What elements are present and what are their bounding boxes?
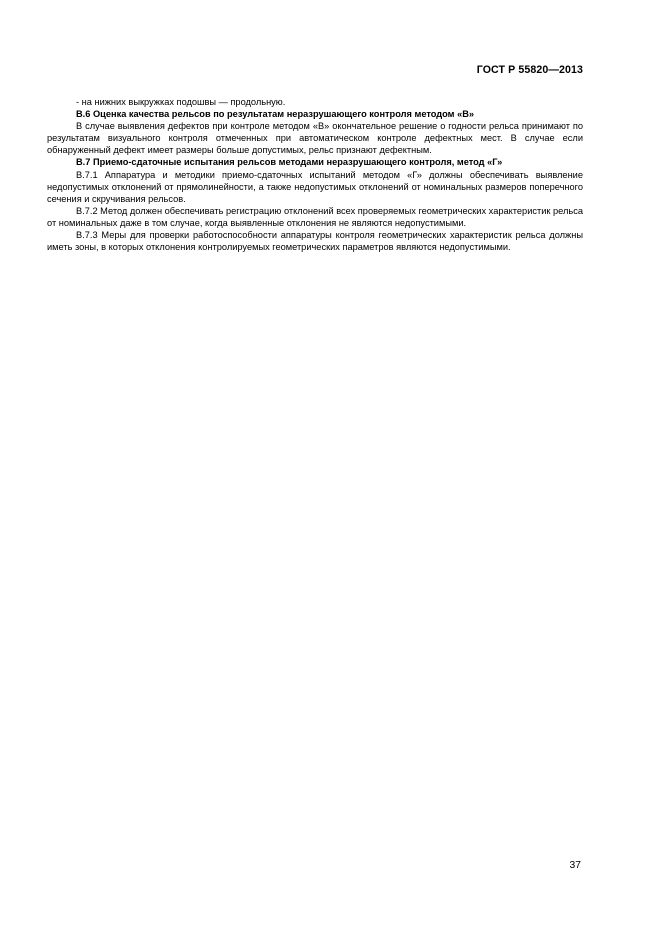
paragraph-b6-text: В случае выявления дефектов при контроле методом «В» окончательное решение о годности рельса принимают по результатам визуального контроля отмеченных при автоматическом контроле дефектных мест. В случае если обнаруженный дефект имеет размеры больше допустимых, рельс признают дефектным. xyxy=(47,121,583,156)
section-heading-b6: В.6 Оценка качества рельсов по результатам неразрушающего контроля методом «В» xyxy=(76,109,475,120)
paragraph-b7-2: В.7.2 Метод должен обеспечивать регистрацию отклонений всех проверяемых геометрических характеристик рельса от номинальных даже в том случае, когда выявленные отклонения не являются недопустимыми. xyxy=(47,205,583,228)
section-heading-b7: В.7 Приемо-сдаточные испытания рельсов методами неразрушающего контроля, метод «Г» xyxy=(76,157,503,168)
paragraph-b7-3: В.7.3 Меры для проверки работоспособности аппаратуры контроля геометрических характеристик рельса должны иметь зоны, в которых отклонения контролируемых геометрических параметров являются недопустимыми. xyxy=(47,230,583,253)
standard-designation: ГОСТ Р 55820—2013 xyxy=(476,64,583,76)
paragraph-list-item: - на нижних выкружках подошвы — продольную. xyxy=(76,97,286,107)
paragraph-b7-1: В.7.1 Аппаратура и методики приемо-сдаточных испытаний методом «Г» должны обеспечивать выявление недопустимых отклонений от прямолинейности, а также недопустимых отклонений от номинальных размеров поперечного сечения и скручивания рельсов. xyxy=(47,169,583,204)
page-number: 37 xyxy=(569,860,581,871)
document-body xyxy=(47,96,583,253)
